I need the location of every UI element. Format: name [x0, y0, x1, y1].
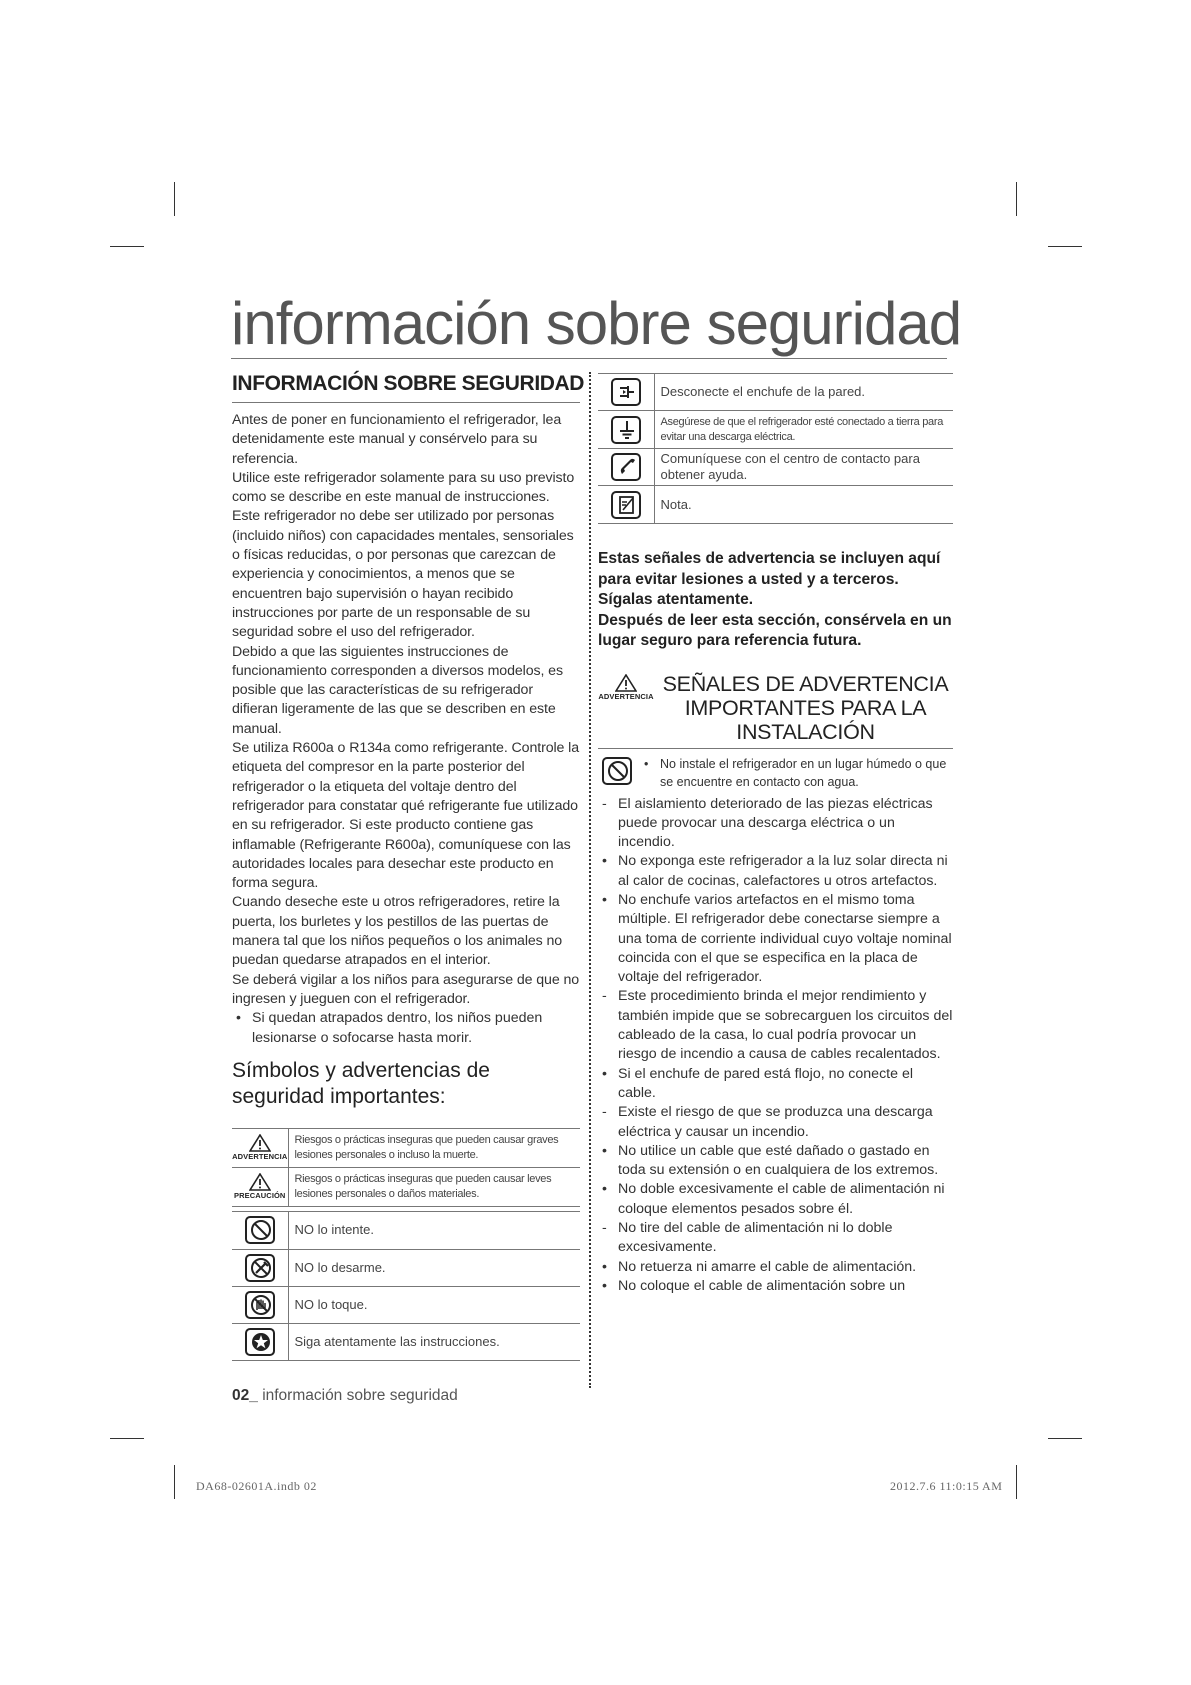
icon-cell	[598, 374, 654, 411]
intro-warning-text: Estas señales de advertencia se incluyen aquí para evitar lesiones a usted y a terceros. Sígalas atentamente.	[598, 550, 941, 608]
print-file-info: DA68-02601A.indb 02	[196, 1479, 317, 1493]
warning-label: ADVERTENCIA	[598, 691, 654, 701]
crop-mark	[1048, 1438, 1082, 1439]
table-row	[598, 411, 953, 449]
icon-cell	[232, 1211, 288, 1249]
icon-cell	[598, 411, 654, 449]
bullet-item: • No enchufe varios artefactos en el mismo toma múltiple. El refrigerador debe conectarse siempre a una toma de corriente individual cuyo voltaje nominal coincida con el que se especifica en la placa de voltaje del refrigerador.	[598, 891, 953, 987]
no-touch-icon	[245, 1291, 275, 1319]
warning-triangle-icon	[615, 674, 637, 692]
page-number: 02_	[232, 1387, 258, 1404]
paragraph: Utilice este refrigerador solamente para su uso previsto como se describe en este manual de instrucciones.	[232, 469, 575, 506]
symbol-description: NO lo intente.	[288, 1211, 580, 1249]
section-heading: INFORMACIÓN SOBRE SEGURIDAD	[232, 370, 580, 403]
paragraph: Este refrigerador no debe ser utilizado por personas (incluido niños) con capacidades mentales, sensoriales o físicas reducidas, o por personas que carezcan de experiencia y conocimientos, a menos que se encuentren bajo supervisión o hayan recibido instrucciones por parte de un responsable de su seguridad sobre el uso del refrigerador.	[232, 508, 574, 641]
dash-item: - Este procedimiento brinda el mejor rendimiento y también impide que se sobrecarguen los circuitos del cableado de la casa, lo cual podría provocar un riesgo de incendio a causa de cables recalentados.	[598, 987, 953, 1064]
dash-item: - El aislamiento deteriorado de las piezas eléctricas puede provocar una descarga eléctrica o un incendio.	[598, 795, 953, 853]
subheading: Símbolos y advertencias de seguridad importantes:	[232, 1058, 490, 1108]
no-disassemble-icon	[245, 1254, 275, 1282]
table-row	[232, 1323, 580, 1360]
prohibited-icon	[245, 1216, 275, 1244]
dash-item: - No tire del cable de alimentación ni lo doble excesivamente.	[598, 1219, 953, 1258]
warning-levels-table	[232, 1128, 580, 1207]
table-row	[232, 1167, 580, 1206]
paragraph: Antes de poner en funcionamiento el refrigerador, lea detenidamente este manual y consérvelo para su referencia.	[232, 412, 562, 467]
bullet-item: • Si el enchufe de pared está flojo, no conecte el cable.	[598, 1065, 953, 1104]
table-row	[232, 1128, 580, 1167]
caution-badge	[232, 1167, 288, 1206]
column-divider	[589, 372, 591, 1388]
crop-mark	[1048, 246, 1082, 247]
table-row	[598, 449, 953, 486]
bullet-item: • No exponga este refrigerador a la luz solar directa ni al calor de cocinas, calefactores u otros artefactos.	[598, 852, 953, 891]
symbols-table	[232, 1211, 580, 1361]
paragraph: Se utiliza R600a o R134a como refrigerante. Controle la etiqueta del compresor en la parte posterior del refrigerador o la etiqueta del voltaje dentro del refrigerador para constatar qué refrigerante fue utilizado en su refrigerador. Si este producto contiene gas inflamable (Refrigerante R600a), comuníquese con las autoridades locales para desechar este producto en forma segura.	[232, 740, 580, 892]
warning-label: ADVERTENCIA	[232, 1152, 288, 1162]
icon-cell	[232, 1323, 288, 1360]
caution-label: PRECAUCIÓN	[234, 1191, 286, 1201]
bullet-item: • No doble excesivamente el cable de alimentación ni coloque elementos pesados sobre él.	[598, 1180, 953, 1219]
symbols-table-right	[598, 373, 953, 524]
symbol-description: Asegúrese de que el refrigerador esté conectado a tierra para evitar una descarga eléctrica.	[654, 411, 953, 449]
crop-mark	[110, 1438, 144, 1439]
paragraph: Se deberá vigilar a los niños para asegurarse de que no ingresen y jueguen con el refrigerador.	[232, 971, 580, 1007]
symbol-description: Nota.	[654, 486, 953, 524]
warning-triangle-icon	[249, 1134, 271, 1152]
crop-mark	[1016, 182, 1017, 216]
unplug-icon	[611, 378, 641, 406]
warning-badge	[232, 1128, 288, 1167]
table-row	[232, 1249, 580, 1286]
installation-warnings-title: SEÑALES DE ADVERTENCIA IMPORTANTES PARA LA INSTALACIÓN	[662, 671, 949, 744]
symbol-description: Desconecte el enchufe de la pared.	[654, 374, 953, 411]
icon-cell	[232, 1286, 288, 1323]
icon-cell	[598, 449, 654, 486]
table-row	[598, 486, 953, 524]
crop-mark	[174, 1465, 175, 1499]
print-timestamp: 2012.7.6 11:0:15 AM	[890, 1479, 1003, 1493]
icon-cell	[232, 1249, 288, 1286]
table-row	[232, 1286, 580, 1323]
crop-mark	[174, 182, 175, 216]
caution-description: Riesgos o prácticas inseguras que pueden causar leves lesiones personales o daños materiales.	[288, 1167, 580, 1206]
bullet-item: • No utilice un cable que esté dañado o gastado en toda su extensión o en cualquiera de los extremos.	[598, 1142, 953, 1181]
right-column	[598, 370, 953, 1296]
follow-instructions-icon	[245, 1328, 275, 1356]
symbol-description: Siga atentamente las instrucciones.	[288, 1323, 580, 1360]
installation-warnings-heading	[598, 672, 953, 749]
symbol-description: NO lo toque.	[288, 1286, 580, 1323]
first-warning-item	[598, 755, 953, 795]
crop-mark	[110, 246, 144, 247]
icon-cell	[598, 486, 654, 524]
symbol-description: Comuníquese con el centro de contacto para obtener ayuda.	[654, 449, 953, 486]
bullet-item: • No retuerza ni amarre el cable de alimentación.	[598, 1258, 953, 1277]
prohibited-icon	[602, 757, 632, 785]
crop-mark	[1016, 1465, 1017, 1499]
page-footer-label: información sobre seguridad	[262, 1387, 458, 1404]
bullet-item: • Si quedan atrapados dentro, los niños pueden lesionarse o sofocarse hasta morir.	[232, 1009, 580, 1048]
ground-icon	[611, 416, 641, 444]
left-column	[232, 370, 585, 1361]
table-row	[232, 1211, 580, 1249]
page-footer	[232, 1387, 458, 1405]
paragraph: Debido a que las siguientes instrucciones de funcionamiento corresponden a diversos modelos, es posible que las características de su refrigerador difieran ligeramente de las que se describen en este manual.	[232, 643, 563, 737]
phone-icon	[611, 453, 641, 481]
paragraph: Cuando deseche este u otros refrigeradores, retire la puerta, los burletes y los pestillos de las puertas de manera tal que los niños pequeños o los animales no puedan quedarse atrapados en el interior.	[232, 894, 563, 969]
note-icon	[611, 491, 641, 519]
warning-description: Riesgos o prácticas inseguras que pueden causar graves lesiones personales o incluso la muerte.	[288, 1128, 580, 1167]
intro-keep-text: Después de leer esta sección, consérvela en un lugar seguro para referencia futura.	[598, 611, 952, 649]
warning-badge	[598, 674, 654, 701]
symbol-description: NO lo desarme.	[288, 1249, 580, 1286]
page-title: información sobre seguridad	[231, 290, 962, 357]
table-row	[598, 374, 953, 411]
bullet-item: • No instale el refrigerador en un lugar húmedo o que se encuentre en contacto con agua.	[640, 755, 953, 791]
warning-triangle-icon	[249, 1173, 271, 1191]
dash-item: - Existe el riesgo de que se produzca una descarga eléctrica y causar un incendio.	[598, 1103, 953, 1142]
bullet-item: • No coloque el cable de alimentación sobre un	[598, 1277, 953, 1296]
